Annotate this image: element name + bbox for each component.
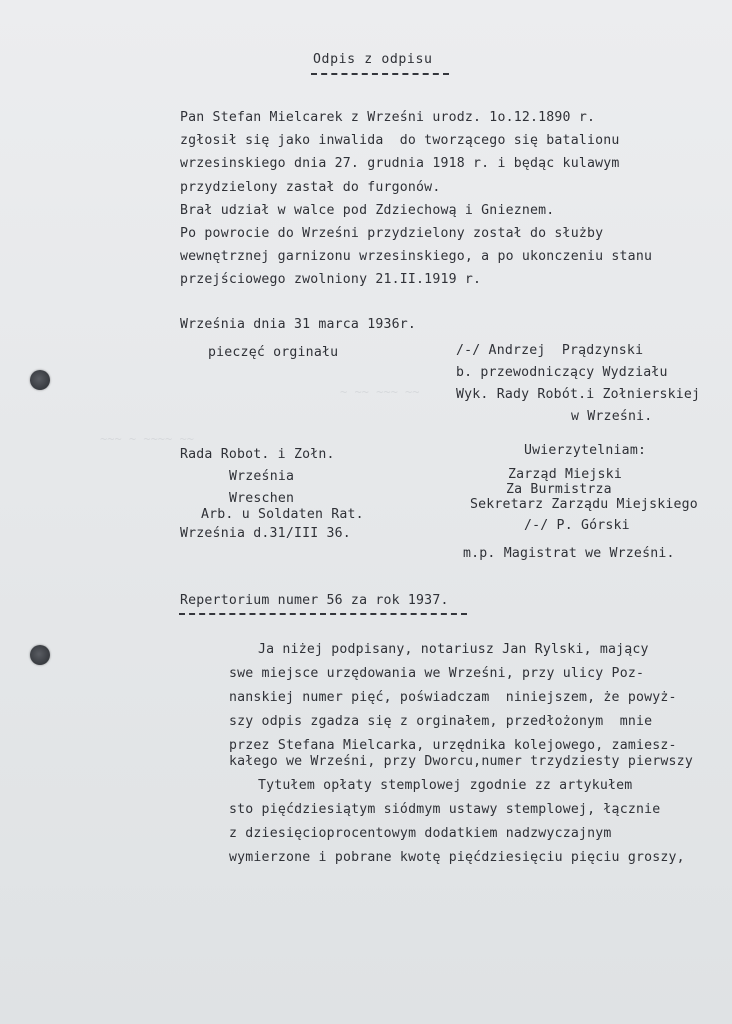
certification-line: Sekretarz Zarządu Miejskiego (470, 497, 698, 512)
seal-note: pieczęć orginału (208, 345, 339, 360)
certification-line: /-/ P. Górski (524, 518, 630, 533)
notary-line: swe miejsce urzędowania we Wrześni, przy ulicy Poz- (229, 666, 645, 681)
punch-hole-upper (30, 370, 50, 390)
signature-line: /-/ Andrzej Prądzynski (456, 343, 644, 358)
body-line: przejściowego zwolniony 21.II.1919 r. (180, 272, 482, 287)
stamp-line: Września d.31/III 36. (180, 526, 351, 541)
body-line: Brał udział w walce pod Zdziechową i Gnieznem. (180, 203, 555, 218)
document-title: Odpis z odpisu (313, 52, 433, 67)
stamp-line: Wreschen (229, 491, 295, 506)
punch-hole-lower (30, 645, 50, 665)
repertorium-heading: Repertorium numer 56 za rok 1937. (180, 593, 449, 608)
notary-line: Ja niżej podpisany, notariusz Jan Rylski, mający (258, 642, 649, 657)
faint-stamp-impression: ~~~ ~ ~~~~ ~~ (100, 432, 194, 446)
body-line: wewnętrznej garnizonu wrzesinskiego, a po ukonczeniu stanu (180, 249, 653, 264)
notary-line: sto pięćdziesiątym siódmym ustawy stemplowej, łącznie (229, 802, 661, 817)
signature-line: Wyk. Rady Robót.i Zołnierskiej (456, 387, 701, 402)
certification-line: Uwierzytelniam: (524, 443, 647, 458)
notary-line: szy odpis zgadza się z orginałem, przedłożonym mnie (229, 714, 653, 729)
stamp-line: Arb. u Soldaten Rat. (201, 507, 364, 522)
faint-stamp-impression: ~ ~~ ~~~ ~~ (340, 385, 420, 399)
body-line: wrzesinskiego dnia 27. grudnia 1918 r. i będąc kulawym (180, 156, 620, 171)
certification-line: Zarząd Miejski (508, 467, 622, 482)
magistrat-line: m.p. Magistrat we Wrześni. (463, 546, 675, 561)
notary-line: nanskiej numer pięć, poświadczam niniejszem, że powyż- (229, 690, 677, 705)
stamp-line: Rada Robot. i Zołn. (180, 447, 335, 462)
body-line: Po powrocie do Wrześni przydzielony został do służby (180, 226, 604, 241)
repertorium-underline (179, 613, 467, 615)
date-line: Września dnia 31 marca 1936r. (180, 317, 417, 332)
notary-line: przez Stefana Mielcarka, urzędnika kolejowego, zamiesz- (229, 738, 677, 753)
signature-line: b. przewodniczący Wydziału (456, 365, 668, 380)
notary-line: wymierzone i pobrane kwotę pięćdziesięciu pięciu groszy, (229, 850, 685, 865)
notary-line: z dziesięcioprocentowym dodatkiem nadzwyczajnym (229, 826, 612, 841)
body-line: zgłosił się jako inwalida do tworzącego się batalionu (180, 133, 620, 148)
notary-line: kałego we Wrześni, przy Dworcu,numer trzydziesty pierwszy (229, 754, 693, 769)
notary-line: Tytułem opłaty stemplowej zgodnie zz artykułem (258, 778, 633, 793)
title-underline (311, 73, 449, 75)
certification-line: Za Burmistrza (506, 482, 612, 497)
body-line: przydzielony zastał do furgonów. (180, 180, 441, 195)
stamp-line: Września (229, 469, 295, 484)
body-line: Pan Stefan Mielcarek z Wrześni urodz. 1o.12.1890 r. (180, 110, 596, 125)
signature-line: w Wrześni. (571, 409, 653, 424)
